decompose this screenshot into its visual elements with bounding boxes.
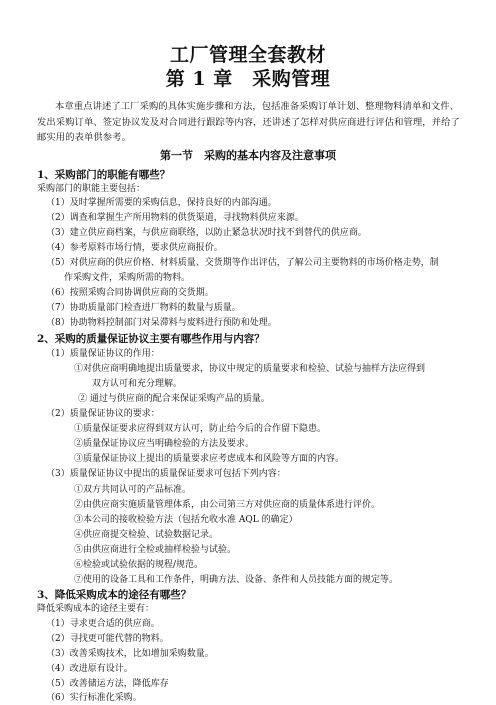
q3-item: （5）改善储运方法，降低库存: [46, 679, 169, 689]
q2-item: ①质量保证要求应得到双方认可，防止给今后的合作留下隐患。: [74, 424, 327, 434]
q2-item: （1）质量保证协议的作用：: [46, 349, 160, 359]
q3-item: （4）改进原有设计。: [46, 664, 133, 674]
q3-item: （1）寻求更合适的供应商。: [46, 619, 160, 629]
q2-item: ⑥检验或试验依据的规程/规范。: [74, 560, 204, 570]
section-title: 第一节 采购的基本内容及注意事项: [160, 149, 336, 162]
q2-item: （2）质量保证协议的要求：: [46, 409, 160, 419]
q2-item: ②质量保证协议应当明确检验的方法及要求。: [74, 439, 255, 449]
document-title: 工厂管理全套教材: [169, 44, 326, 66]
q3-item: （2）寻找更可能代替的物料。: [46, 634, 169, 644]
q2-item: ⑦使用的设备工具和工作条件，明确方法、设备、条件和人员技能方面的规定等。: [74, 575, 399, 585]
q1-item: （4）参考原料市场行情，要求供应商报价。: [46, 243, 223, 253]
q1-item: （7）协助质量部门检查进厂物料的数量与质量。: [46, 303, 241, 313]
chapter-intro: 本章重点讲述了工厂采购的具体实施步骤和方法，包括准备采购订单计划、整理物料清单和文件、发出采购订单、签定协议发及对合同进行跟踪等内容，还讲述了怎样对供应商进行评估和管理，并给了邮实用的表单供参考。: [37, 101, 460, 143]
q1-item-continued: 作采购文件，采购所需的物料。: [64, 273, 191, 283]
q2-item: ③本公司的接收检验方法（包括允收水准 AQL 的确定）: [74, 515, 298, 525]
question-3-title: 3、降低采购成本的途径有哪些？: [37, 589, 192, 601]
q2-item: ④供应商提交检验、试验数据记录。: [74, 530, 219, 540]
q1-item: （8）协助物料控制部门对呆滞料与废料进行预防和处理。: [46, 318, 277, 328]
question-3-lead: 降低采购成本的途径主要有：: [37, 604, 155, 614]
q2-item: ③质量保证协议上提出的质量要求应考虑成本和风险等方面的内容。: [74, 454, 345, 464]
q1-item: （3）建立供应商档案，与供应商联络，以防止紧急状况时找不到替代的供应商。: [46, 228, 367, 238]
q2-item: ②由供应商实施质量管理体系，由公司第三方对供应商的质量体系进行评价。: [74, 500, 381, 510]
q2-item: ⑤由供应商进行全检或抽样检验与试验。: [74, 545, 237, 555]
chapter-title: 第 1 章 采购管理: [165, 68, 331, 90]
question-1-lead: 采购部门的职能主要包括：: [37, 184, 146, 194]
q2-item: （3）质量保证协议中提出的质量保证要求可包括下列内容：: [46, 469, 286, 479]
q3-item: （3）改善采购技术，比如增加采购数量。: [46, 649, 214, 659]
q1-item: （2）调查和掌握生产所用物料的供货渠道，寻找物料供应来源。: [46, 213, 304, 223]
q1-item: （5）对供应商的供应价格、材料质量、交货期等作出评估，了解公司主要物料的市场价格走势，制: [46, 258, 439, 268]
q1-item: （1）及时掌握所需要的采购信息，保持良好的内部沟通。: [46, 198, 277, 208]
question-2-title: 2、采购的质量保证协议主要有哪些作用与内容？: [37, 333, 265, 345]
q2-item: ①双方共同认可的产品标准。: [74, 485, 192, 495]
question-1-title: 1、采购部门的职能有哪些？: [37, 169, 171, 181]
q2-item-continued: 双方认可和充分理解。: [92, 379, 183, 389]
q2-item: ①对供应商明确地提出质量要求，协议中规定的质量要求和检验、试验与抽样方法应得到: [74, 364, 426, 374]
q2-item: ② 通过与供应商的配合来保证采购产品的质量。: [78, 394, 270, 404]
q3-item: （6）实行标准化采购。: [46, 693, 142, 703]
q1-item: （6）按照采购合同协调供应商的交货期。: [46, 288, 214, 298]
